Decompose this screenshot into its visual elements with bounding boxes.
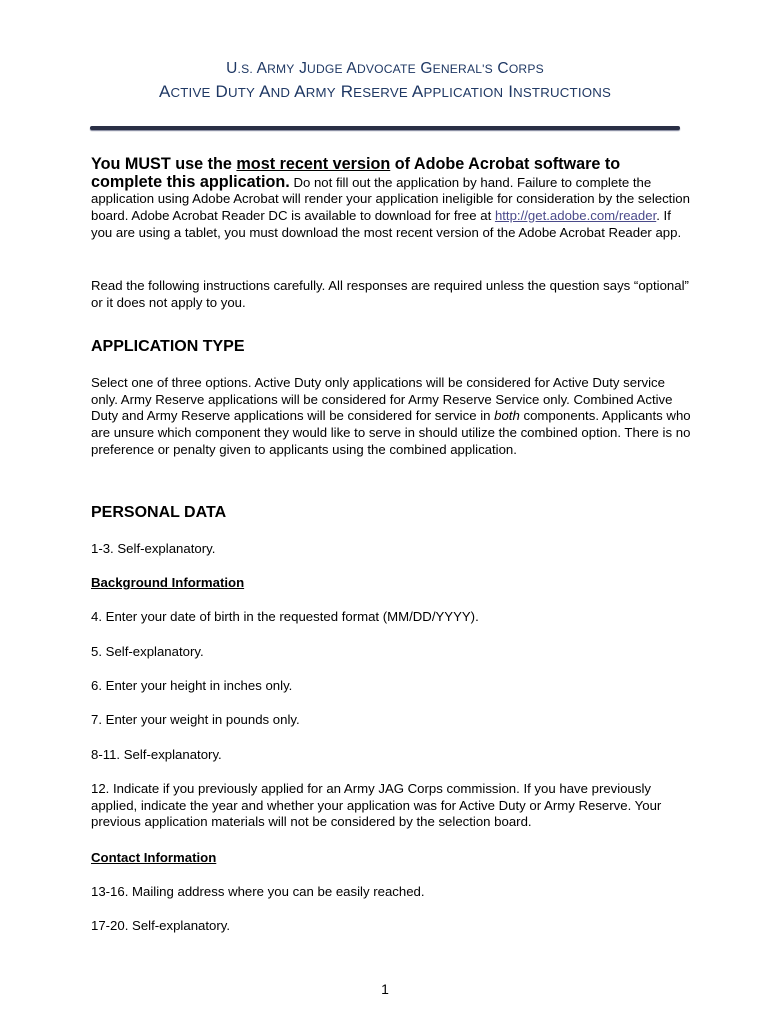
read-instructions: Read the following instructions carefully. All responses are required unless the question says “optional” or it does not apply to you. (91, 278, 689, 310)
item-5: 5. Self-explanatory. (91, 644, 204, 659)
item-4: 4. Enter your date of birth in the requested format (MM/DD/YYYY). (91, 609, 479, 624)
contact-information-heading: Contact Information (91, 850, 217, 865)
personal-data-heading: PERSONAL DATA (91, 504, 227, 521)
item-17-20: 17-20. Self-explanatory. (91, 918, 231, 933)
adobe-reader-link[interactable]: http://get.adobe.com/reader (494, 208, 657, 224)
item-6: 6. Enter your height in inches only. (91, 678, 293, 693)
item-1-3: 1-3. Self-explanatory. (91, 541, 216, 556)
intro-lead-b: of Adobe Acrobat software to (390, 155, 621, 173)
item-12: 12. Indicate if you previously applied for an Army JAG Corps commission. If you have previously applied, indicate the year and whether your application was for Active Duty or Army Reserve. Your previous application materials will not be considered by the selection board. (91, 781, 662, 830)
page-number: 1 (381, 981, 389, 997)
item-7: 7. Enter your weight in pounds only. (91, 712, 300, 727)
header-divider (90, 126, 680, 130)
application-type-paragraph (91, 375, 691, 459)
intro-lead-a: You MUST use the (91, 155, 237, 173)
header-line-2: ACTIVE DUTY AND ARMY RESERVE APPLICATION INSTRUCTIONS (158, 82, 612, 101)
intro-paragraph (91, 156, 691, 242)
application-type-emphasis: both (494, 408, 520, 424)
intro-lead-c: complete this application. (91, 172, 290, 191)
item-13-16: 13-16. Mailing address where you can be easily reached. (91, 884, 425, 899)
item-8-11: 8-11. Self-explanatory. (91, 747, 222, 762)
background-information-heading: Background Information (91, 575, 245, 590)
intro-lead-underlined: most recent version (236, 155, 391, 173)
intro-text-a: Do not fill out the application by hand. Failure to complete the application using Adobe Acrobat will render your application ineligible for consideration by the selection board. Adobe Acrobat Reader DC is available to download for free at (91, 174, 690, 224)
header-line-1: U.S. ARMY JUDGE ADVOCATE GENERAL'S CORPS (226, 60, 544, 77)
application-type-heading: APPLICATION TYPE (91, 338, 245, 355)
intro-text-b: . If you are using a tablet, you must download the most recent version of the Adobe Acrobat Reader app. (91, 208, 682, 240)
application-type-text-b: components. Applicants who are unsure which component they would like to serve in should utilize the combined option. There is no preference or penalty given to applicants using the combined application. (91, 408, 691, 457)
application-type-text-a: Select one of three options. Active Duty only applications will be considered for Active Duty service only. Army Reserve applications will be considered for Army Reserve Service only. Combined Active Duty and Army Reserve applications will be considered for service in (91, 375, 673, 424)
